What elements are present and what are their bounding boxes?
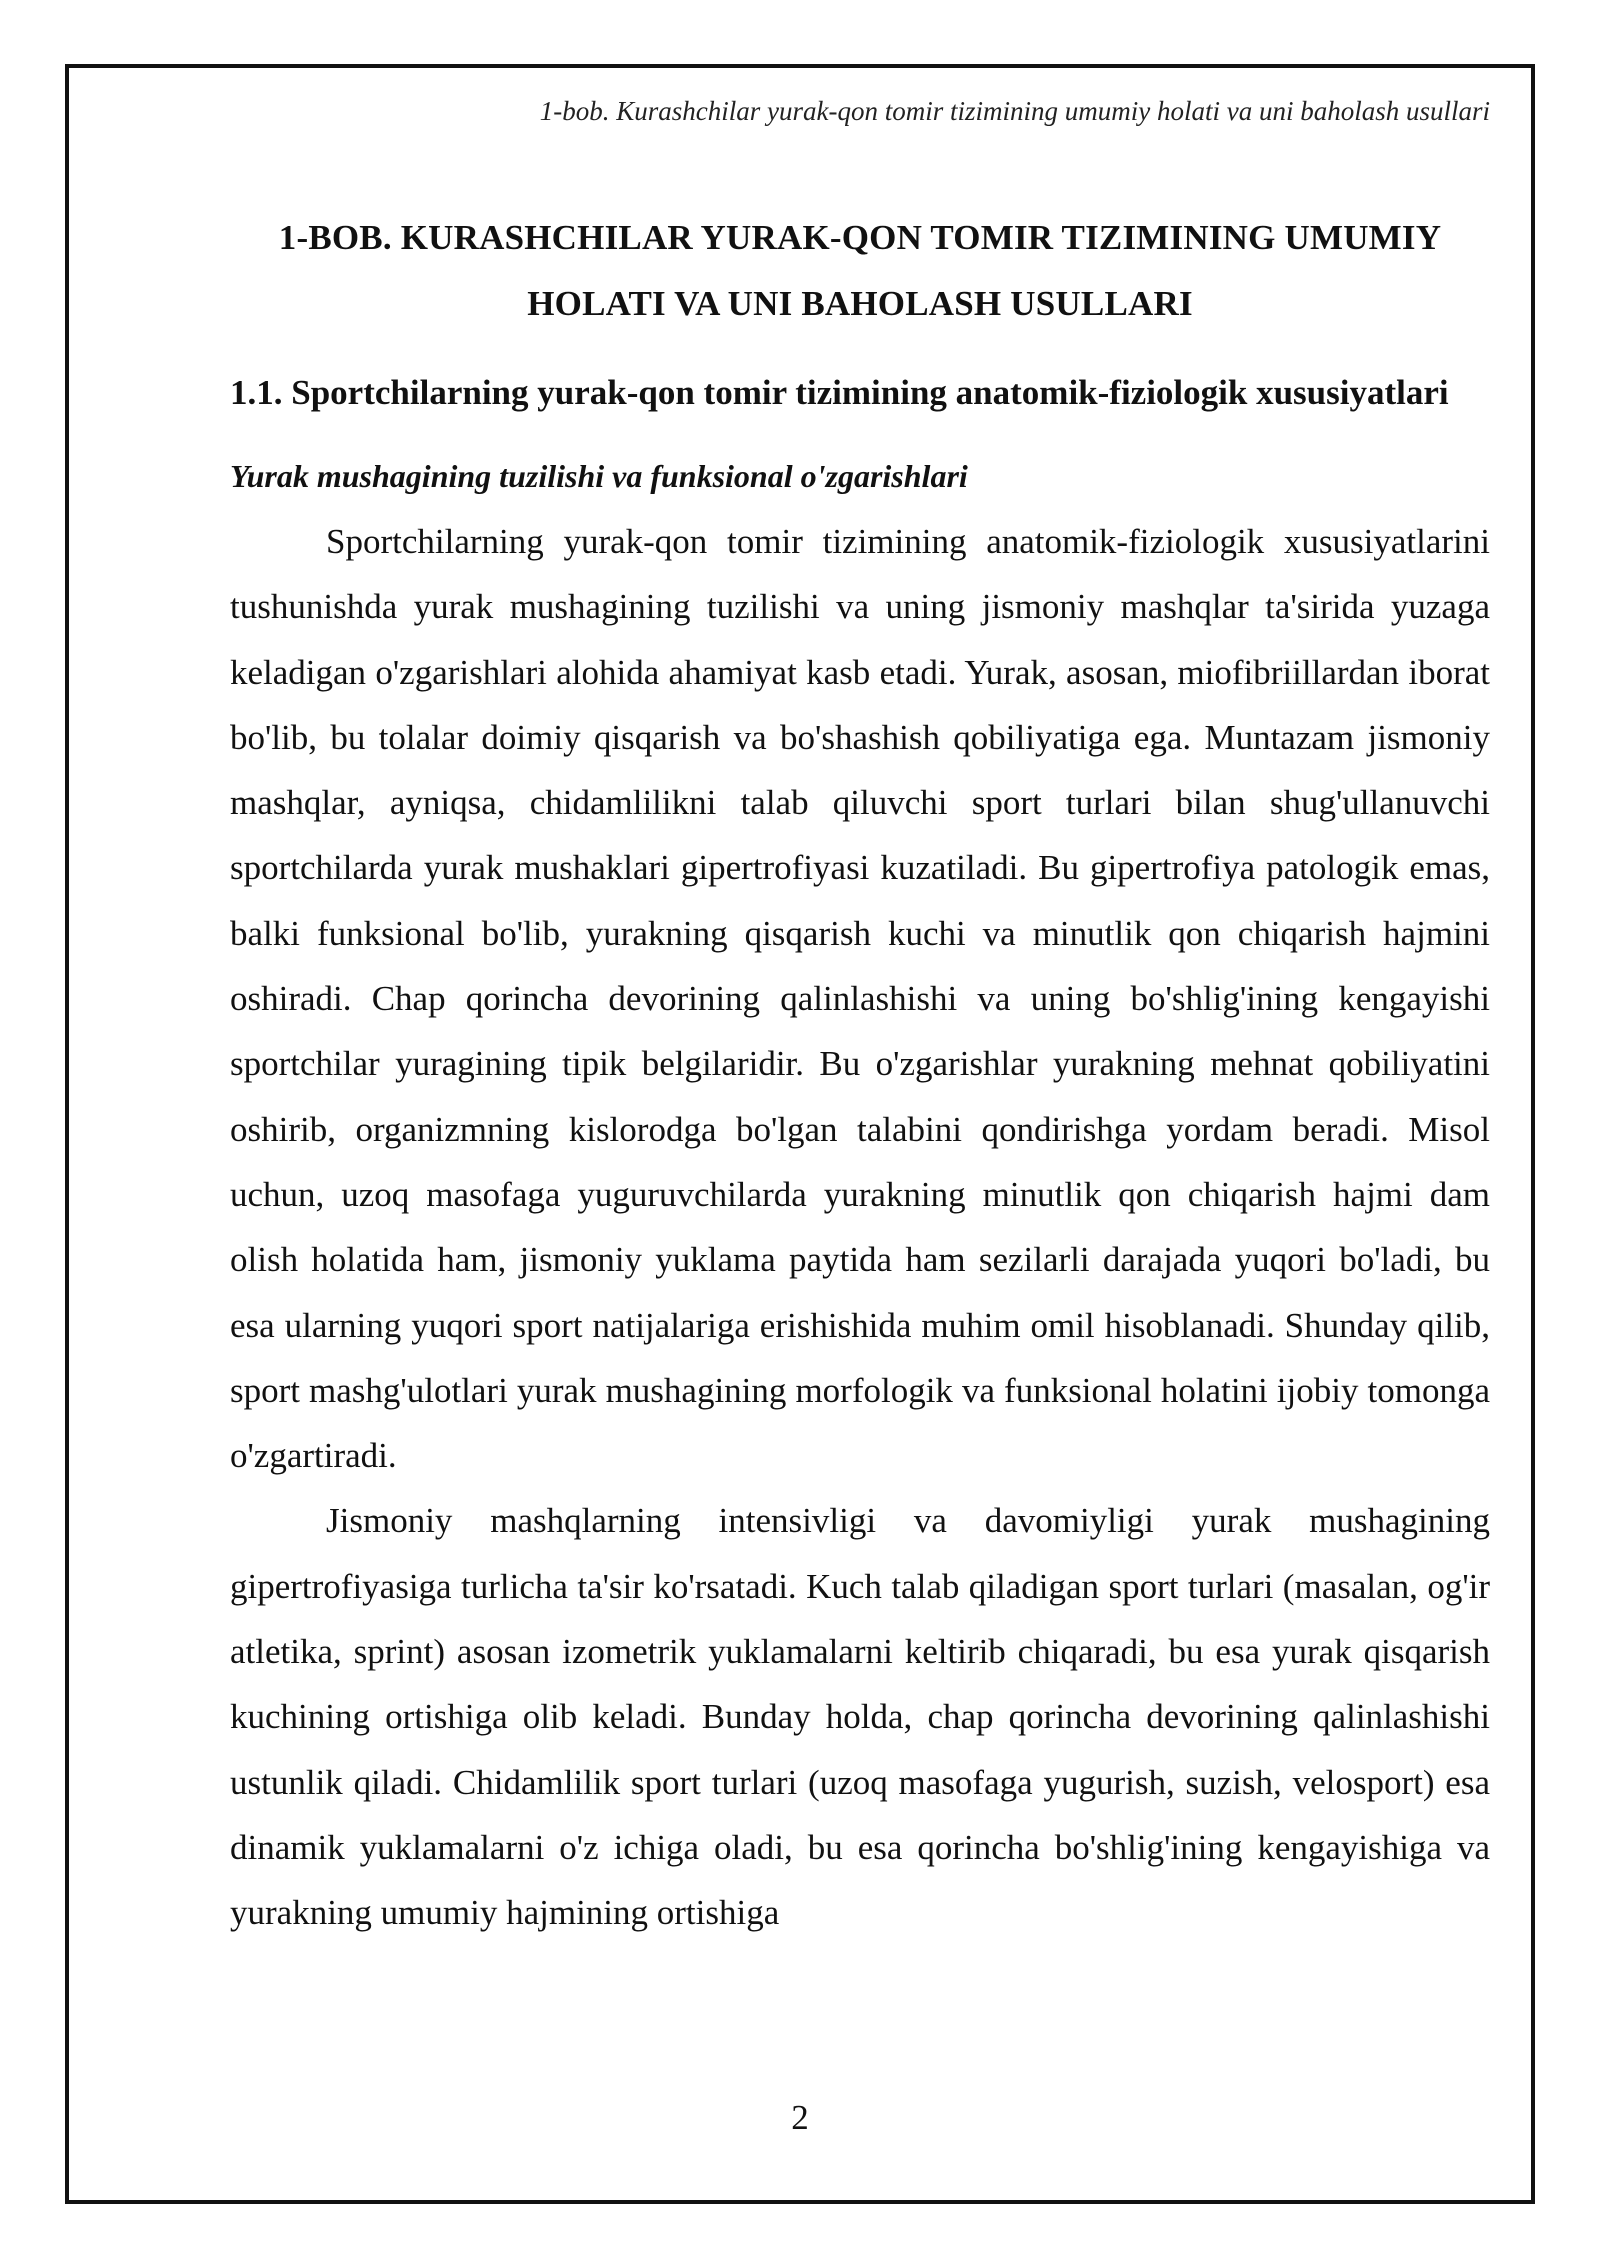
running-header: 1-bob. Kurashchilar yurak-qon tomir tizimining umumiy holati va uni baholash usullari (539, 96, 1490, 126)
chapter-title: 1-BOB. KURASHCHILAR YURAK-QON TOMIR TIZIMINING UMUMIY HOLATI VA UNI BAHOLASH USULLARI (278, 218, 1442, 323)
section-title: 1.1. Sportchilarning yurak-qon tomir tizimining anatomik-fiziologik xususiyatlari (230, 373, 1449, 412)
page-number: 2 (791, 2098, 809, 2137)
subsection-title: Yurak mushagining tuzilishi va funksional o'zgarishlari (230, 458, 968, 494)
body-paragraph: Jismoniy mashqlarning intensivligi va davomiyligi yurak mushagining gipertrofiyasiga turlicha ta'sir ko'rsatadi. Kuch talab qiladigan sport turlari (masalan, og'ir atletika, sprint) asosan izometrik yuklamalarni keltirib chiqaradi, bu esa yurak qisqarish kuchining ortishiga olib keladi. Bunday holda, chap qorincha devorining qalinlashishi ustunlik qiladi. Chidamlilik sport turlari (uzoq masofaga yugurish, suzish, velosport) esa dinamik yuklamalarni o'z ichiga oladi, bu esa qorincha bo'shlig'ining kengayishiga va yurakning umumiy hajmining ortishiga (230, 1501, 1490, 1933)
document-body (230, 205, 1490, 1946)
body-paragraph: Sportchilarning yurak-qon tomir tizimining anatomik-fiziologik xususiyatlarini tushunishda yurak mushagining tuzilishi va uning jismoniy mashqlar ta'sirida yuzaga keladigan o'zgarishlari alohida ahamiyat kasb etadi. Yurak, asosan, miofibriillardan iborat bo'lib, bu tolalar doimiy qisqarish va bo'shashish qobiliyatiga ega. Muntazam jismoniy mashqlar, ayniqsa, chidamlilikni talab qiluvchi sport turlari bilan shug'ullanuvchi sportchilarda yurak mushaklari gipertrofiyasi kuzatiladi. Bu gipertrofiya patologik emas, balki funksional bo'lib, yurakning qisqarish kuchi va minutlik qon chiqarish hajmini oshiradi. Chap qorincha devorining qalinlashishi va uning bo'shlig'ining kengayishi sportchilar yuragining tipik belgilaridir. Bu o'zgarishlar yurakning mehnat qobiliyatini oshirib, organizmning kislorodga bo'lgan talabini qondirishga yordam beradi. Misol uchun, uzoq masofaga yuguruvchilarda yurakning minutlik qon chiqarish hajmi dam olish holatida ham, jismoniy yuklama paytida ham sezilarli darajada yuqori bo'ladi, bu esa ularning yuqori sport natijalariga erishishida muhim omil hisoblanadi. Shunday qilib, sport mashg'ulotlari yurak mushagining morfologik va funksional holatini ijobiy tomonga o'zgartiradi. (230, 522, 1490, 1476)
